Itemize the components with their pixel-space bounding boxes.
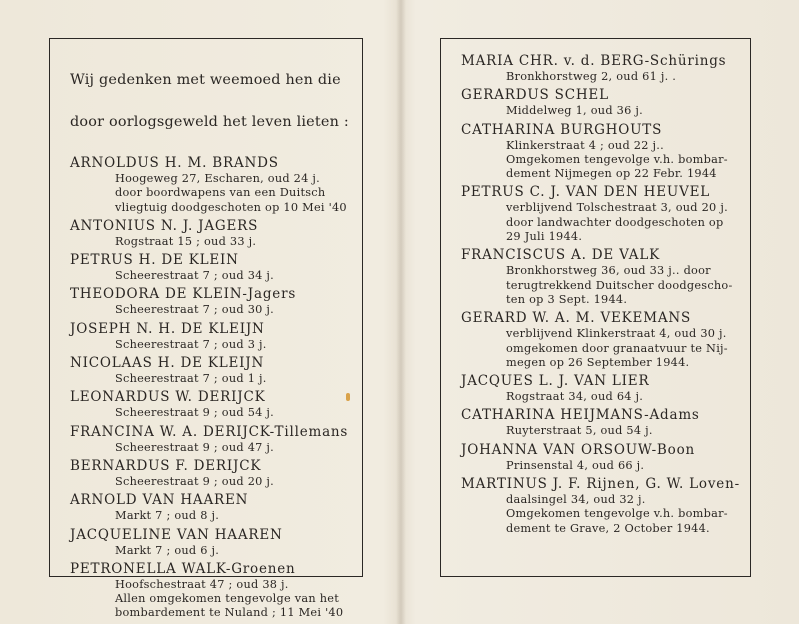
memorial-entry xyxy=(461,184,750,244)
memorial-entry xyxy=(70,286,362,317)
entry-name: THEODORA DE KLEIN-Jagers xyxy=(70,286,297,303)
entry-detail: Middelweg 1, oud 36 j. xyxy=(506,104,643,118)
entry-detail: Bronkhorstweg 36, oud 33 j.. door xyxy=(506,264,711,278)
entry-name: ARNOLD VAN HAAREN xyxy=(70,492,249,509)
memorial-entry xyxy=(70,155,362,215)
memorial-entry xyxy=(461,247,750,307)
memorial-entry xyxy=(70,527,362,558)
entry-detail: Omgekomen tengevolge v.h. bombar- xyxy=(506,507,728,521)
memorial-entry xyxy=(70,561,362,621)
entry-name: PETRUS H. DE KLEIN xyxy=(70,252,239,269)
entry-detail: Rogstraat 15 ; oud 33 j. xyxy=(115,234,257,248)
memorial-entry xyxy=(70,252,362,283)
entry-name: MARIA CHR. v. d. BERG-Schürings xyxy=(461,53,727,69)
center-fold xyxy=(396,0,406,624)
entry-detail: Allen omgekomen tengevolge van het xyxy=(115,592,339,606)
entry-name: MARTINUS J. F. Rijnen, G. W. Loven- xyxy=(461,476,740,493)
entry-detail: Omgekomen tengevolge v.h. bombar- xyxy=(506,152,728,166)
entry-name: JOSEPH N. H. DE KLEIJN xyxy=(70,320,265,337)
memorial-entry xyxy=(70,458,362,489)
entry-detail: Rogstraat 34, oud 64 j. xyxy=(506,390,644,404)
memorial-entry xyxy=(70,218,362,249)
entry-detail: Bronkhorstweg 2, oud 61 j. . xyxy=(506,70,677,83)
memorial-entry xyxy=(461,373,750,404)
memorial-entry xyxy=(461,87,750,118)
entry-name: NICOLAAS H. DE KLEIJN xyxy=(70,355,265,372)
memorial-entry xyxy=(70,389,362,420)
memorial-entry xyxy=(461,476,750,536)
entry-detail: terugtrekkend Duitscher doodgescho- xyxy=(506,278,733,292)
entry-name: PETRONELLA WALK-Groenen xyxy=(70,560,296,577)
memorial-entry xyxy=(70,424,362,455)
entry-detail: Scheerestraat 7 ; oud 30 j. xyxy=(115,303,275,317)
entry-detail: Scheerestraat 7 ; oud 3 j. xyxy=(115,337,267,351)
entry-name: JOHANNA VAN ORSOUW-Boon xyxy=(461,441,696,458)
entry-name: GERARD W. A. M. VEKEMANS xyxy=(461,310,692,327)
entry-detail: Ruyterstraat 5, oud 54 j. xyxy=(506,424,653,438)
entry-detail: door boordwapens van een Duitsch xyxy=(115,186,326,200)
entry-name: JACQUELINE VAN HAAREN xyxy=(70,526,283,543)
entry-detail: Markt 7 ; oud 6 j. xyxy=(115,543,220,557)
entry-detail: Scheerestraat 9 ; oud 47 j. xyxy=(115,440,275,454)
entry-name: ANTONIUS N. J. JAGERS xyxy=(70,217,259,234)
memorial-entry xyxy=(461,407,750,438)
entry-detail: ten op 3 Sept. 1944. xyxy=(506,292,628,306)
entry-detail: verblijvend Tolschestraat 3, oud 20 j. xyxy=(506,201,728,215)
entry-name: FRANCISCUS A. DE VALK xyxy=(461,247,660,264)
entry-detail: Scheerestraat 9 ; oud 20 j. xyxy=(115,474,275,488)
entry-name: CATHARINA BURGHOUTS xyxy=(461,121,663,138)
memorial-entry xyxy=(461,442,750,473)
entry-detail: omgekomen door granaatvuur te Nij- xyxy=(506,341,728,355)
left-entry-list xyxy=(70,155,362,621)
entry-detail: Scheerestraat 9 ; oud 54 j. xyxy=(115,406,275,420)
memorial-entry xyxy=(70,492,362,523)
right-panel xyxy=(440,38,751,577)
entry-detail: bombardement te Nuland ; 11 Mei '40 xyxy=(115,606,344,620)
entry-detail: Prinsenstal 4, oud 66 j. xyxy=(506,458,645,472)
entry-detail: vliegtuig doodgeschoten op 10 Mei '40 xyxy=(115,200,347,214)
memorial-entry xyxy=(461,310,750,370)
entry-detail: dement Nijmegen op 22 Febr. 1944 xyxy=(506,167,717,181)
left-panel xyxy=(49,38,363,620)
entry-detail: Markt 7 ; oud 8 j. xyxy=(115,509,220,523)
entry-detail: Hoofschestraat 47 ; oud 38 j. xyxy=(115,577,289,591)
entry-detail: megen op 26 September 1944. xyxy=(506,355,690,369)
right-entry-list xyxy=(461,53,750,536)
entry-detail: daalsingel 34, oud 32 j. xyxy=(506,493,646,507)
entry-detail: verblijvend Klinkerstraat 4, oud 30 j. xyxy=(506,327,727,341)
entry-detail: Hoogeweg 27, Escharen, oud 24 j. xyxy=(115,172,320,185)
entry-detail: 29 Juli 1944. xyxy=(506,230,583,244)
entry-name: JACQUES L. J. VAN LIER xyxy=(461,373,650,390)
entry-name: FRANCINA W. A. DERIJCK-Tillemans xyxy=(70,423,349,440)
intro-line: Wij gedenken met weemoed hen die xyxy=(70,72,341,88)
memorial-entry xyxy=(70,321,362,352)
entry-name: BERNARDUS F. DERIJCK xyxy=(70,457,262,474)
entry-detail: door landwachter doodgeschoten op xyxy=(506,215,724,229)
entry-detail: dement te Grave, 2 October 1944. xyxy=(506,521,710,535)
intro-line: door oorlogsgeweld het leven lieten : xyxy=(70,114,349,130)
memorial-entry xyxy=(70,355,362,386)
entry-name: ARNOLDUS H. M. BRANDS xyxy=(70,155,279,171)
entry-name: CATHARINA HEIJMANS-Adams xyxy=(461,407,700,424)
intro-text xyxy=(70,49,362,154)
entry-name: LEONARDUS W. DERIJCK xyxy=(70,389,266,406)
entry-detail: Scheerestraat 7 ; oud 1 j. xyxy=(115,372,267,386)
entry-name: PETRUS C. J. VAN DEN HEUVEL xyxy=(461,184,711,201)
entry-name: GERARDUS SCHEL xyxy=(461,87,609,104)
entry-detail: Klinkerstraat 4 ; oud 22 j.. xyxy=(506,138,664,152)
entry-detail: Scheerestraat 7 ; oud 34 j. xyxy=(115,269,275,283)
memorial-entry xyxy=(461,122,750,182)
memorial-entry xyxy=(461,53,750,84)
